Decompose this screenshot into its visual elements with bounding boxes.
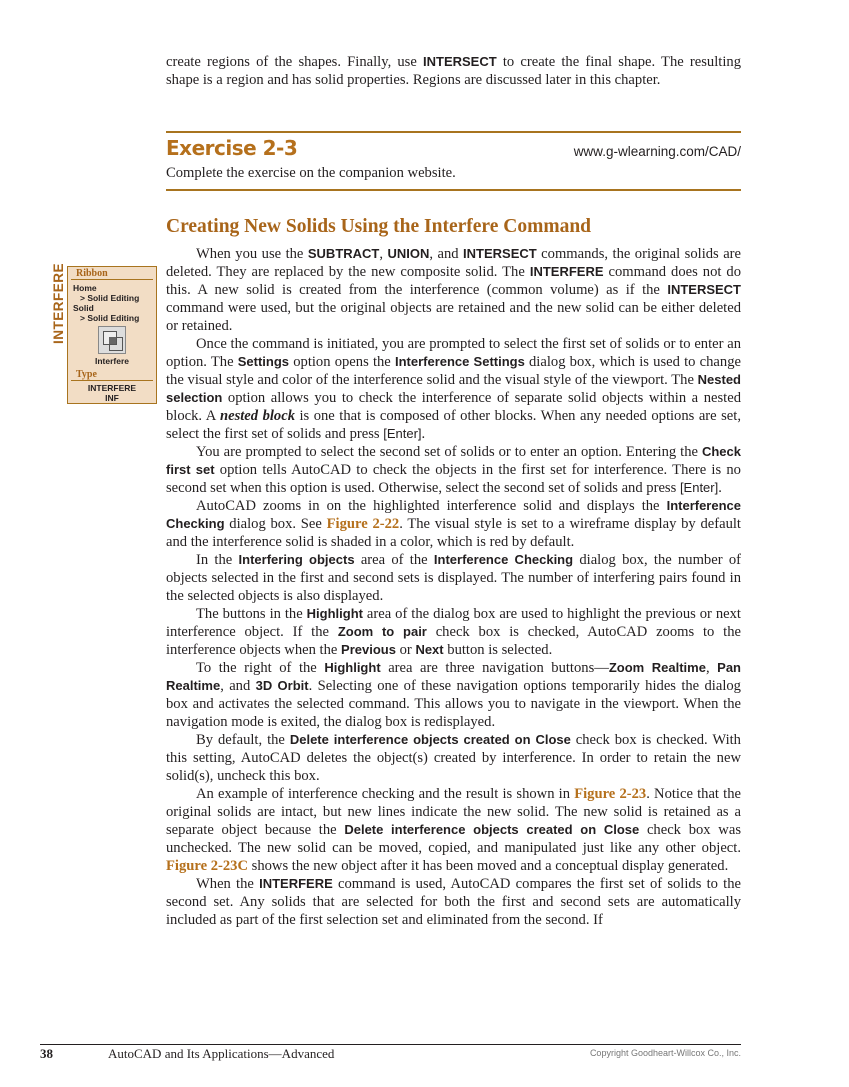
text-run: area of the (354, 552, 434, 568)
text-run: You are prompted to select the second set of solids or to enter an option. Entering the (196, 444, 702, 460)
text-run: In the (196, 552, 239, 568)
vertical-label-text: INTERFERE (51, 262, 67, 345)
text-run: dialog box, the number of objects selected in the first and second sets is displayed. The number of interfering pairs found in the selected objects is also displayed. (166, 552, 741, 604)
text-run: . Notice that the original solids are intact, but new lines indicate the new solid. The new solid is retained as a separate object because the (166, 786, 741, 838)
page-number: 38 (40, 1046, 53, 1061)
text-run: dialog box. See (224, 516, 327, 532)
command-term: 3D Orbit (255, 678, 309, 693)
key-name: [Enter] (679, 480, 719, 495)
text-run: . (718, 480, 722, 496)
paragraph (166, 731, 741, 785)
text-run: is one that is composed of other blocks. When any needed options are set, select the first set of solids and press (166, 408, 741, 442)
text-run: , (705, 660, 718, 676)
text-run: or (395, 642, 416, 658)
interfere-icon (98, 326, 126, 354)
exercise-url-link[interactable]: www.g-wlearning.com/CAD/ (573, 144, 741, 159)
text-run: . (421, 426, 426, 442)
paragraph (166, 497, 741, 551)
paragraph (166, 335, 741, 443)
ribbon-line: Solid (73, 303, 94, 313)
key-term: nested block (219, 408, 295, 424)
command-term: Delete interference objects created on Close (344, 822, 640, 837)
text-run: , (379, 246, 388, 262)
text-run: commands, the original solids are deleted. They are replaced by the new composite solid. The (166, 246, 742, 280)
text-run: AutoCAD zooms in on the highlighted interference solid and displays the (196, 498, 667, 514)
exercise-top-rule (166, 131, 741, 133)
text-run: check box was unchecked. The new solid can be moved, copied, and manipulated just like any other object. (166, 822, 741, 856)
text-run: option tells AutoCAD to check the objects in the first set for interference. There is no second set when this option is used. Otherwise, select the second set of solids and press (166, 462, 741, 496)
text-run: . The visual style is set to a wireframe display by default and the interference solid is shaded in a color, which is red by default. (166, 516, 741, 550)
type-line: INTERFERE (87, 383, 137, 393)
text-run: to create the final shape. The resulting shape is a region and has solid properties. Regions are discussed later in this chapter. (166, 54, 741, 88)
paragraph (166, 245, 741, 335)
paragraph (166, 875, 741, 929)
ribbon-heading: Ribbon (71, 267, 153, 280)
command-term: INTERFERE (529, 264, 604, 279)
command-term: Nested selection (166, 372, 741, 405)
text-run: . Selecting one of these navigation options temporarily hides the dialog box and activates the selected command. This allows you to navigate in the viewport. When the navigation mode is exited, the dialog box is redisplayed. (166, 678, 741, 730)
copyright: Copyright Goodheart-Willcox Co., Inc. (589, 1048, 741, 1058)
exercise-text: Complete the exercise on the companion website. (166, 165, 456, 181)
section-heading: Creating New Solids Using the Interfere Command (166, 216, 592, 237)
text-run: By default, the (196, 732, 290, 748)
text-run: button is selected. (443, 642, 553, 658)
command-term: Previous (341, 642, 396, 657)
type-heading: Type (71, 368, 153, 381)
figure-reference[interactable]: Figure 2-23 (574, 786, 647, 802)
text-run: When you use the (196, 246, 308, 262)
command-term: Highlight (306, 606, 363, 621)
book-title: AutoCAD and Its Applications—Advanced (108, 1046, 335, 1061)
text-run: , and (220, 678, 256, 694)
exercise-bottom-rule (166, 189, 741, 191)
ribbon-line: > Solid Editing (80, 293, 140, 303)
text-run: command does not do this. A new solid is created from the interference (common volume) as if the (166, 264, 742, 298)
command-term: INTERSECT (423, 54, 497, 69)
command-term: Zoom to pair (337, 624, 427, 639)
command-term: Delete interference objects created on Close (289, 732, 571, 747)
command-term: Interfering objects (238, 552, 355, 567)
command-term: INTERSECT (463, 246, 537, 261)
text-run: check box is checked, AutoCAD zooms to the interference objects when the (166, 624, 742, 658)
figure-reference[interactable]: Figure 2-23C (166, 858, 249, 874)
text-run: area of the dialog box are used to highlight the previous or next interference object. If the (166, 606, 741, 640)
text-run: Once the command is initiated, you are prompted to select the first set of solids or to enter an option. The (166, 336, 741, 370)
command-term: Check first set (166, 444, 741, 477)
command-term: INTERFERE (259, 876, 333, 891)
command-term: Interference Checking (433, 552, 574, 567)
command-term: Highlight (324, 660, 381, 675)
command-term: Interference Settings (394, 354, 525, 369)
paragraph (166, 551, 741, 605)
paragraph (166, 785, 741, 875)
text-run: command were used, but the original objects are retained and the new solid can be either deleted or retained. (166, 300, 741, 334)
command-term: Pan Realtime (166, 660, 741, 693)
command-term: Next (415, 642, 444, 657)
sidebar-vertical-label (48, 262, 68, 346)
paragraph (166, 53, 741, 89)
text-run: , and (429, 246, 464, 262)
text-run: When the (196, 876, 260, 892)
type-line: INF (105, 393, 119, 403)
exercise-title: Exercise 2-3 (166, 136, 298, 160)
figure-reference[interactable]: Figure 2-22 (326, 516, 400, 532)
key-name: [Enter] (383, 426, 422, 441)
ribbon-line: > Solid Editing (80, 313, 140, 323)
text-run: create regions of the shapes. Finally, use (166, 54, 424, 70)
command-term: Zoom Realtime (608, 660, 706, 675)
text-run: check box is checked. With this setting, AutoCAD deletes the object(s) created by interference. In order to retain the new solid(s), uncheck this box. (166, 732, 741, 784)
footer-rule (40, 1044, 741, 1045)
text-run: area are three navigation buttons— (380, 660, 609, 676)
paragraph (166, 659, 741, 731)
ribbon-line: Home (73, 283, 97, 293)
text-run: command is used, AutoCAD compares the first set of solids to the second set. Any solids that are selected for both the first and second sets are automatically included as part of the first selection set and eliminated from the second. If (166, 876, 741, 928)
icon-caption: Interfere (94, 356, 129, 366)
command-term: SUBTRACT (307, 246, 380, 261)
command-term: Settings (237, 354, 290, 369)
text-run: To the right of the (196, 660, 325, 676)
body-text (166, 245, 741, 929)
command-term: Interference Checking (166, 498, 741, 531)
text-run: option opens the (289, 354, 395, 370)
paragraph (166, 605, 741, 659)
text-run: shows the new object after it has been moved and a conceptual display generated. (248, 858, 729, 874)
text-run: The buttons in the (196, 606, 307, 622)
text-run: dialog box, which is used to change the visual style and color of the interference solid and the visual style of the viewport. The (166, 354, 741, 388)
command-access-box (67, 266, 157, 404)
command-term: INTERSECT (667, 282, 741, 297)
command-term: UNION (387, 246, 430, 261)
intro-text (166, 53, 741, 89)
text-run: option allows you to check the interference of separate solid objects within a nested block. A (166, 390, 741, 424)
paragraph (166, 443, 741, 497)
text-run: An example of interference checking and the result is shown in (196, 786, 575, 802)
